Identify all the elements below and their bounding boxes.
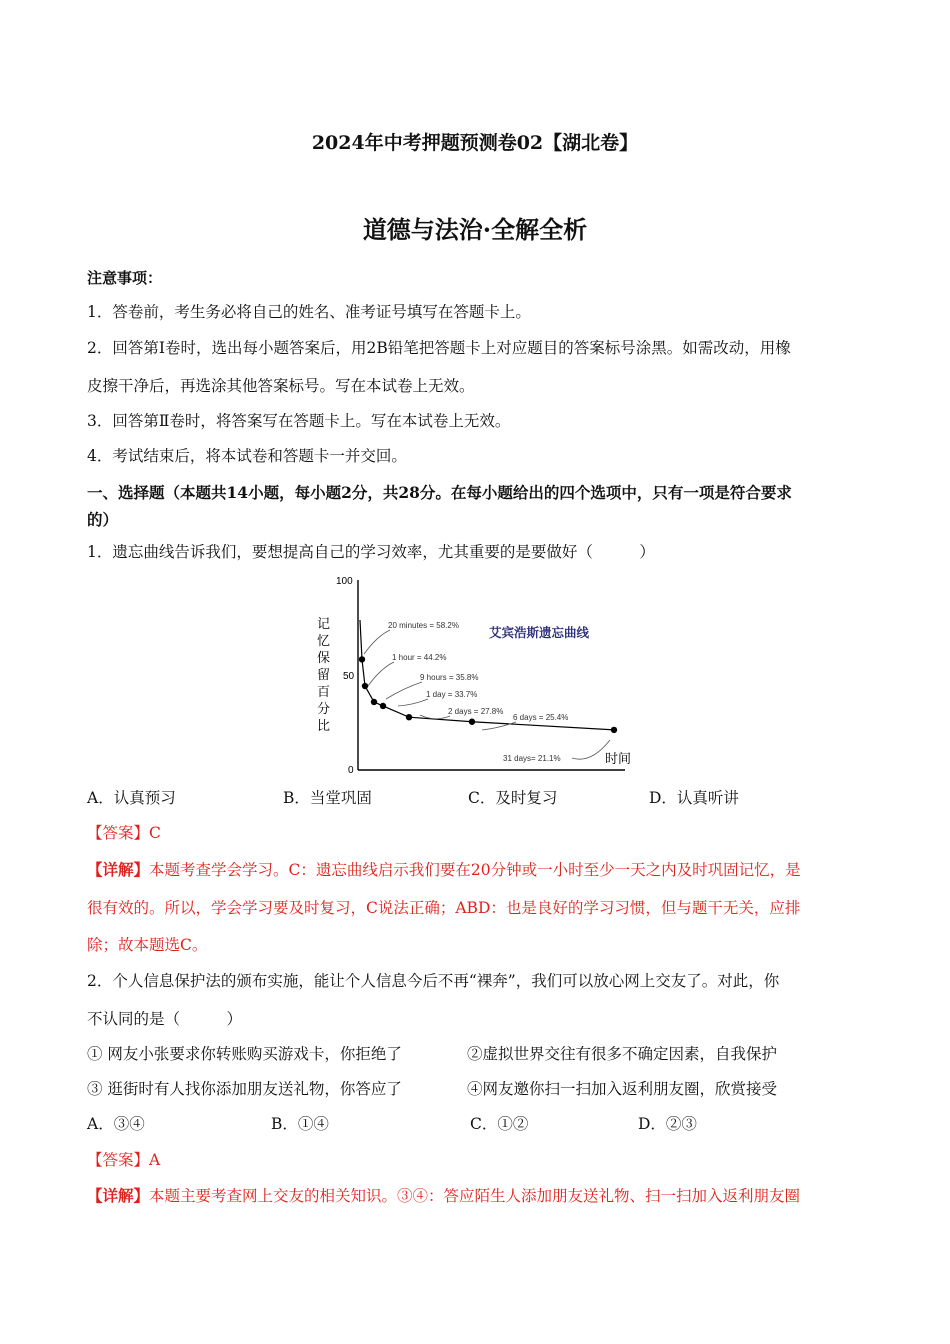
data-label: 2 days = 27.8% xyxy=(448,707,504,716)
q1-detail-line xyxy=(87,860,801,880)
data-label: 9 hours = 35.8% xyxy=(420,673,479,682)
detail-label: 【详解】 xyxy=(87,1186,150,1205)
detail-text: 本题主要考查网上交友的相关知识。③④：答应陌生人添加朋友送礼物、扫一扫加入返利朋友圈 xyxy=(149,1187,801,1205)
q1-detail-line: 除；故本题选C。 xyxy=(87,936,208,954)
section-heading-cont: 的） xyxy=(87,510,119,529)
data-point xyxy=(362,683,368,689)
q2-option-b: B．①④ xyxy=(271,1115,329,1133)
y-tick-label: 0 xyxy=(348,765,354,775)
forgetting-curve-chart xyxy=(310,570,650,775)
notes-heading: 注意事项： xyxy=(87,269,163,287)
q1-option-a: A．认真预习 xyxy=(87,789,176,807)
q2-stem-cont: 不认同的是（ ） xyxy=(87,1010,243,1028)
y-axis-label: 记忆保留百分比 xyxy=(317,617,331,734)
q2-item: ②虚拟世界交往有很多不确定因素，自我保护 xyxy=(467,1045,778,1063)
q2-item: ① 网友小张要求你转账购买游戏卡，你拒绝了 xyxy=(87,1045,402,1063)
note-item: 2．回答第Ⅰ卷时，选出每小题答案后，用2B铅笔把答题卡上对应题目的答案标号涂黑。如需改动，用橡 xyxy=(87,339,791,357)
q2-option-c: C．①② xyxy=(470,1115,529,1133)
q1-stem: 1．遗忘曲线告诉我们，要想提高自己的学习效率，尤其重要的是要做好（ ） xyxy=(87,543,655,561)
q2-detail-line xyxy=(87,1186,800,1206)
detail-label: 【详解】 xyxy=(87,860,150,879)
q1-option-b: B．当堂巩固 xyxy=(283,789,372,807)
label-arrow xyxy=(368,662,394,686)
data-point xyxy=(611,727,617,733)
q2-item: ④网友邀你扫一扫加入返利朋友圈，欣赏接受 xyxy=(467,1080,778,1098)
q2-item: ③ 逛街时有人找你添加朋友送礼物，你答应了 xyxy=(87,1080,402,1098)
detail-text: 本题考查学会学习。C：遗忘曲线启示我们要在20分钟或一小时至少一天之内及时巩固记忆，是 xyxy=(149,861,801,879)
q1-answer: 【答案】C xyxy=(87,824,161,842)
y-tick-label: 100 xyxy=(336,576,353,587)
note-item: 皮擦干净后，再选涂其他答案标号。写在本试卷上无效。 xyxy=(87,377,475,395)
q2-answer: 【答案】A xyxy=(87,1151,161,1169)
q2-stem: 2．个人信息保护法的颁布实施，能让个人信息今后不再“裸奔”，我们可以放心网上交友了。对此，你 xyxy=(87,972,780,990)
y-tick-label: 50 xyxy=(343,671,355,682)
note-item: 3．回答第Ⅱ卷时，将答案写在答题卡上。写在本试卷上无效。 xyxy=(87,412,511,430)
data-point xyxy=(359,656,365,662)
data-point xyxy=(406,714,412,720)
data-label: 1 hour = 44.2% xyxy=(392,653,447,662)
data-label: 31 days= 21.1% xyxy=(503,754,561,763)
label-arrow xyxy=(386,682,422,699)
q2-option-d: D．②③ xyxy=(638,1115,697,1133)
label-arrow xyxy=(364,630,390,654)
chart-title: 艾宾浩斯遗忘曲线 xyxy=(489,625,590,640)
data-point xyxy=(371,699,377,705)
data-label: 20 minutes = 58.2% xyxy=(388,621,459,630)
data-point xyxy=(469,719,475,725)
data-label: 1 day = 33.7% xyxy=(426,690,478,699)
data-label: 6 days = 25.4% xyxy=(513,713,569,722)
q1-option-c: C．及时复习 xyxy=(468,789,558,807)
note-item: 4．考试结束后，将本试卷和答题卡一并交回。 xyxy=(87,447,407,465)
data-point xyxy=(380,703,386,709)
section-heading: 一、选择题（本题共14小题，每小题2分，共28分。在每小题给出的四个选项中，只有一项是符合要求 xyxy=(87,483,792,502)
label-arrow xyxy=(398,699,428,706)
page-subtitle: 道德与法治·全解全析 xyxy=(362,215,588,244)
q1-option-d: D．认真听讲 xyxy=(649,789,739,807)
q2-option-a: A．③④ xyxy=(87,1115,145,1133)
q1-detail-line: 很有效的。所以，学会学习要及时复习，C说法正确；ABD：也是良好的学习习惯，但与题干无关，应排 xyxy=(87,899,801,917)
x-axis-label: 时间 xyxy=(605,752,632,767)
note-item: 1．答卷前，考生务必将自己的姓名、准考证号填写在答题卡上。 xyxy=(87,303,531,321)
page-title: 2024年中考押题预测卷02【湖北卷】 xyxy=(311,132,639,154)
